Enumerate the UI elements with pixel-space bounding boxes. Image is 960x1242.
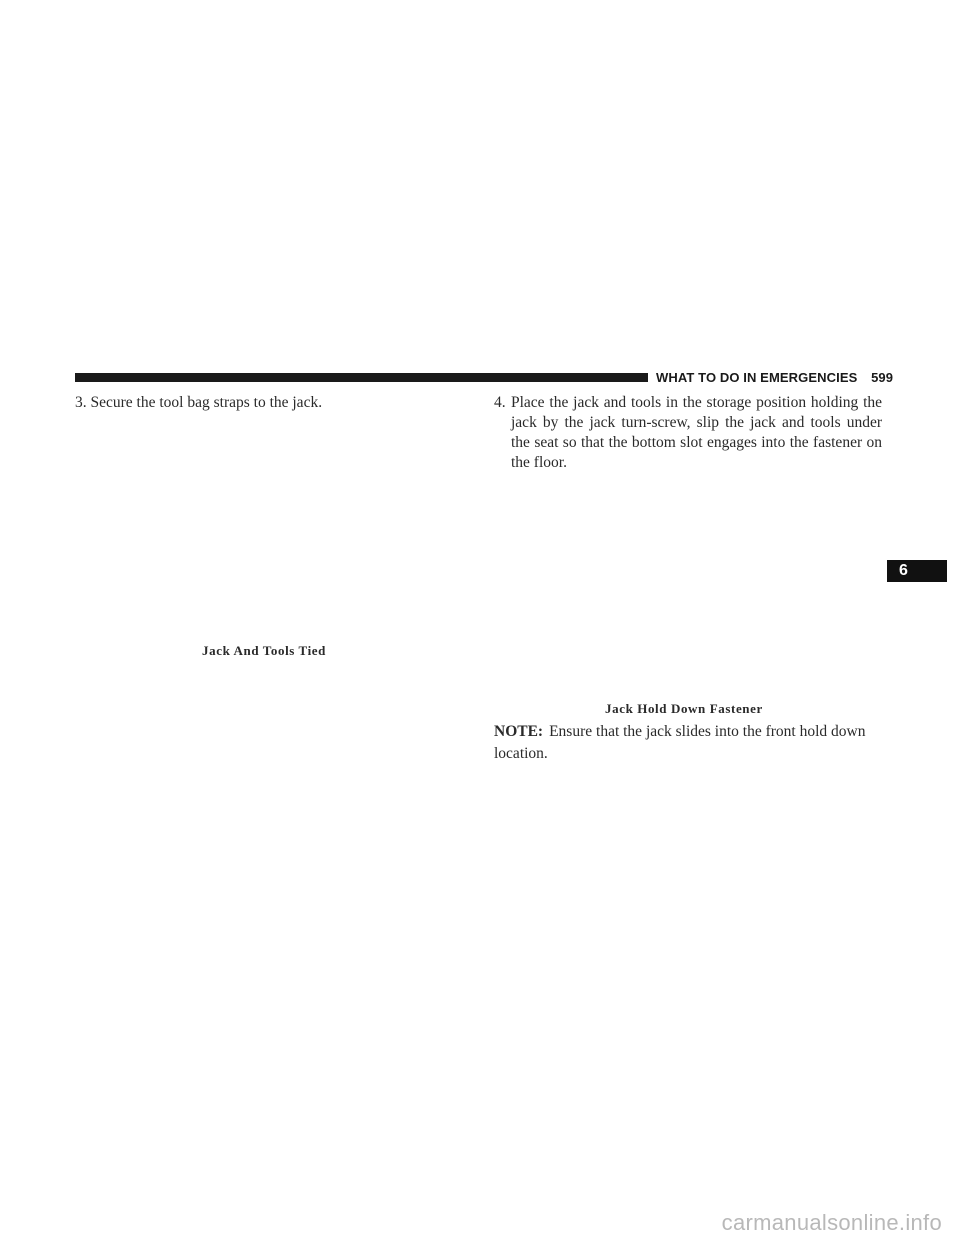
step-4-text: Place the jack and tools in the storage position holding the jack by the jack turn-screw, slip the jack and tools under the seat so that the bottom slot engages into the fastener on the floor. [511, 394, 882, 471]
note-label: NOTE: [494, 723, 544, 740]
chapter-tab: 6 [887, 560, 947, 582]
figure-caption-jack-hold-down: Jack Hold Down Fastener [605, 701, 763, 716]
note-text: Ensure that the jack slides into the front hold down location. [494, 723, 866, 762]
step-4-number: 4. [494, 394, 506, 411]
step-3: 3. Secure the tool bag straps to the jack. [75, 394, 323, 411]
section-title: WHAT TO DO IN EMERGENCIES [656, 370, 858, 385]
step-4 [494, 393, 882, 473]
header-rule [75, 373, 648, 382]
page-number: 599 [871, 370, 894, 385]
watermark: carmanualsonline.info [721, 1210, 942, 1235]
running-header [656, 370, 893, 386]
note [494, 721, 882, 765]
figure-caption-jack-tools-tied: Jack And Tools Tied [202, 643, 327, 658]
